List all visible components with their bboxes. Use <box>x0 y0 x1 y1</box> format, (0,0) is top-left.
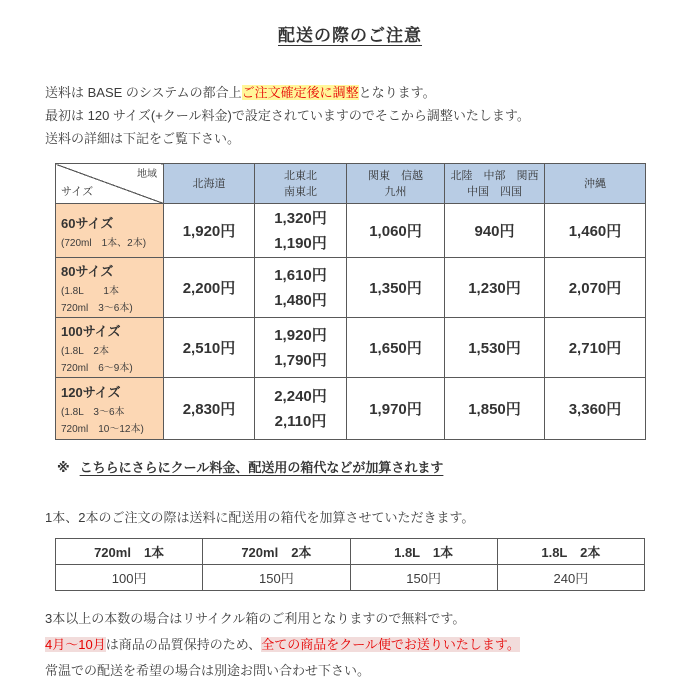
shipping-rate-table <box>55 163 646 440</box>
size-name: 100サイズ <box>61 324 121 339</box>
size-cell <box>56 258 164 318</box>
price-cell: 1,350円 <box>347 258 445 318</box>
corner-size-label: サイズ <box>61 186 94 198</box>
box-fee-intro: 1本、2本のご注文の際は送料に配送用の箱代を加算させていただきます。 <box>45 510 475 525</box>
corner-region-label: 地域 <box>137 169 157 180</box>
size-detail: 720ml 3〜6本) <box>61 303 133 314</box>
size-detail: (1.8L 2本 <box>61 346 109 357</box>
region-header-kanto: 関東 信越 九州 <box>347 164 445 204</box>
size-detail: (1.8L 1本 <box>61 286 119 297</box>
size-name: 80サイズ <box>61 264 114 279</box>
box-fee-value: 150円 <box>350 565 497 591</box>
size-cell <box>56 204 164 258</box>
intro-text <box>45 81 655 150</box>
price-cell: 1,320円 1,190円 <box>255 204 347 258</box>
page-title <box>45 21 655 46</box>
size-detail: 720ml 6〜9本) <box>61 363 133 374</box>
region-header-hokkaido: 北海道 <box>164 164 255 204</box>
price-cell: 1,920円 <box>164 204 255 258</box>
footer-line-1: 3本以上の本数の場合はリサイクル箱のご利用となりますので無料です。 <box>45 611 466 626</box>
box-fee-table <box>55 538 645 591</box>
box-fee-header: 1.8L 1本 <box>350 539 497 565</box>
price-cell: 2,240円 2,110円 <box>255 378 347 440</box>
price-cell: 2,710円 <box>545 318 646 378</box>
size-detail: 720ml 10〜12本) <box>61 424 144 435</box>
highlight-adjust-after-order: ご注文確定後に調整 <box>241 85 359 100</box>
price-cell: 2,510円 <box>164 318 255 378</box>
intro-line-1-pre: 送料は BASE のシステムの都合上 <box>45 85 242 100</box>
page-title-text: 配送の際のご注意 <box>278 26 422 45</box>
price-cell: 1,610円 1,480円 <box>255 258 347 318</box>
box-fee-value: 100円 <box>56 565 203 591</box>
box-fee-value: 240円 <box>497 565 644 591</box>
price-cell: 1,060円 <box>347 204 445 258</box>
price-cell: 1,230円 <box>445 258 545 318</box>
note-text: こちらにさらにクール料金、配送用の箱代などが加算されます <box>79 460 444 475</box>
price-cell: 2,070円 <box>545 258 646 318</box>
intro-line-1-post: となります。 <box>358 85 436 100</box>
box-fee-header: 720ml 1本 <box>56 539 203 565</box>
intro-line-2: 最初は 120 サイズ(+クール料金)で設定されていますのでそこから調整いたします。 <box>45 108 530 123</box>
note-marker: ※ <box>57 460 70 475</box>
highlight-months: 4月〜10月 <box>45 637 106 652</box>
size-name: 60サイズ <box>61 215 114 231</box>
size-detail: (1.8L 3〜6本 <box>61 407 125 418</box>
region-header-tohoku: 北東北 南東北 <box>255 164 347 204</box>
footer-line-2 <box>45 632 655 658</box>
price-cell: 1,530円 <box>445 318 545 378</box>
table-row-size-60 <box>56 204 646 258</box>
box-fee-header: 720ml 2本 <box>203 539 350 565</box>
size-detail: (720ml 1本、2本) <box>61 237 147 249</box>
corner-cell <box>56 164 164 204</box>
footer-line-3: 常温での配送を希望の場合は別途お問い合わせ下さい。 <box>45 663 371 678</box>
footer-notes <box>45 606 655 684</box>
price-cell: 1,850円 <box>445 378 545 440</box>
size-name: 120サイズ <box>61 385 121 400</box>
table-row-size-120 <box>56 378 646 440</box>
price-cell: 2,830円 <box>164 378 255 440</box>
intro-line-3: 送料の詳細は下記をご覧下さい。 <box>45 131 241 146</box>
surcharge-note <box>57 457 655 476</box>
size-cell <box>56 318 164 378</box>
region-header-hokuriku: 北陸 中部 関西 中国 四国 <box>445 164 545 204</box>
intro-line-1 <box>45 81 655 104</box>
size-cell <box>56 378 164 440</box>
shipping-table-header-row <box>56 164 646 204</box>
price-cell: 1,460円 <box>545 204 646 258</box>
box-fee-header-row <box>56 539 645 565</box>
price-cell: 2,200円 <box>164 258 255 318</box>
price-cell: 1,650円 <box>347 318 445 378</box>
table-row-size-100 <box>56 318 646 378</box>
box-fee-value: 150円 <box>203 565 350 591</box>
region-header-okinawa: 沖縄 <box>545 164 646 204</box>
footer-line-2-mid: は商品の品質保持のため、 <box>105 637 262 652</box>
box-fee-header: 1.8L 2本 <box>497 539 644 565</box>
highlight-cool-delivery: 全ての商品をクール便でお送りいたします。 <box>261 637 520 652</box>
price-cell: 1,920円 1,790円 <box>255 318 347 378</box>
box-fee-value-row <box>56 565 645 591</box>
table-row-size-80 <box>56 258 646 318</box>
price-cell: 1,970円 <box>347 378 445 440</box>
price-cell: 3,360円 <box>545 378 646 440</box>
price-cell: 940円 <box>445 204 545 258</box>
